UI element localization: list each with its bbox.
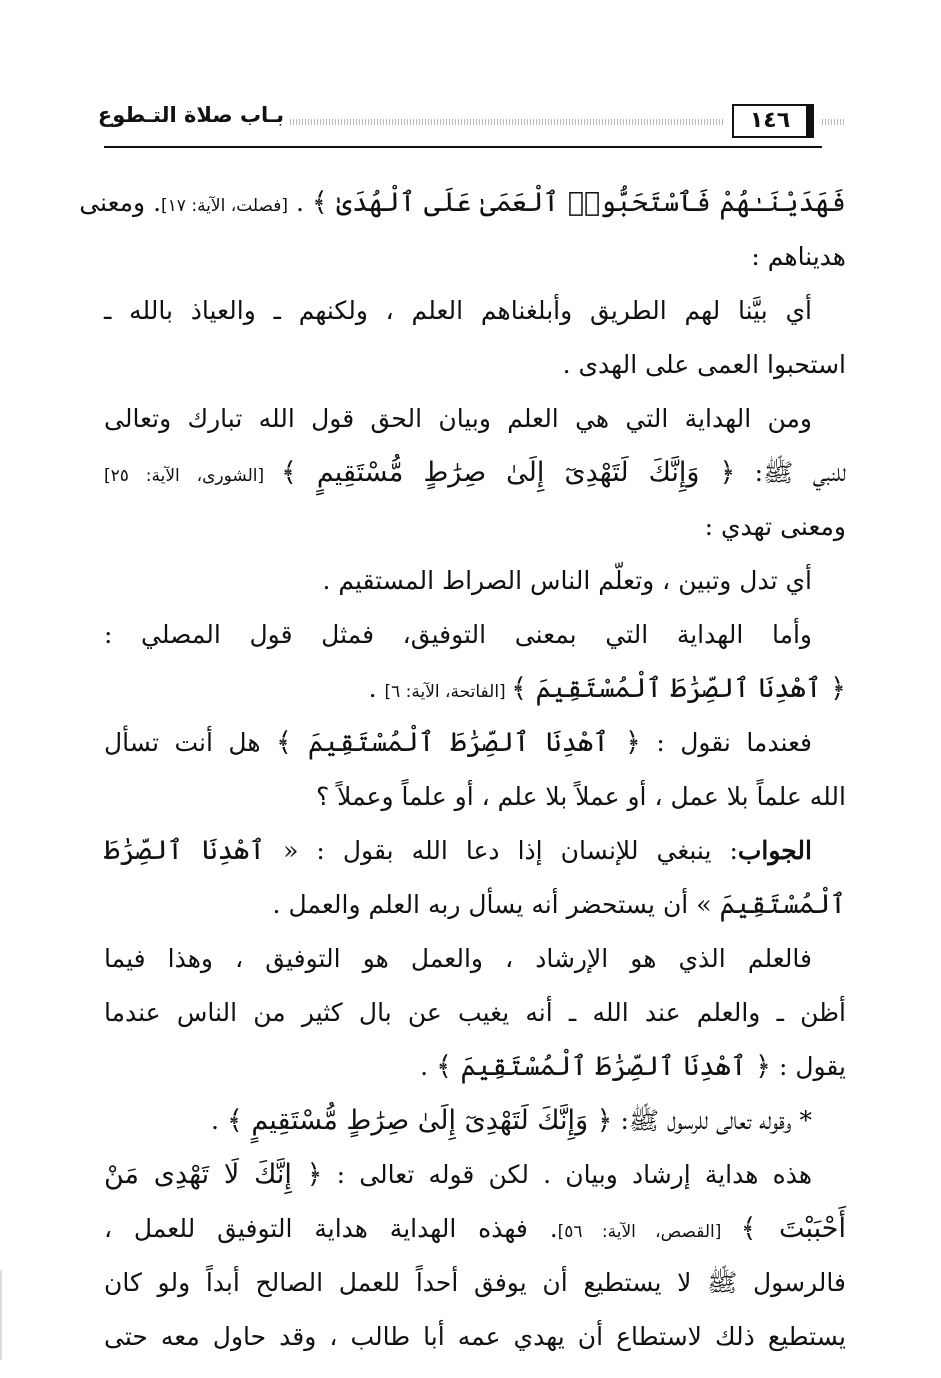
text-line bbox=[104, 500, 846, 554]
text-segment: فعندما نقول : bbox=[640, 728, 813, 757]
text-line bbox=[104, 716, 846, 770]
verse-reference: [القصص، الآية: ٥٦] bbox=[557, 1222, 741, 1242]
text-segment: . bbox=[420, 1052, 437, 1081]
quran-verse: ﴿ وَإِنَّكَ لَتَهْدِىٓ إِلَىٰ صِرَٰطٍ مُّسْتَقِيمٍ ﴾ bbox=[280, 457, 736, 488]
text-line bbox=[104, 1040, 846, 1094]
chapter-title: بـاب صلاة التـطوع bbox=[97, 103, 284, 127]
text-segment: هديناهم : bbox=[751, 242, 846, 271]
text-line bbox=[104, 446, 846, 500]
text-segment: » أن يستحضر أنه يسأل ربه العلم والعمل . bbox=[272, 890, 720, 919]
text-segment: هذه هداية إرشاد وبيان . لكن قوله تعالى : bbox=[322, 1160, 813, 1189]
text-line bbox=[104, 1148, 846, 1202]
text-line bbox=[104, 608, 846, 662]
quran-verse: ﴿ ٱهْدِنَا ٱلصِّرَٰطَ ٱلْمُسْتَقِيمَ ﴾ bbox=[511, 673, 846, 704]
text-segment: . bbox=[211, 1106, 227, 1135]
page-number: ١٤٦ bbox=[732, 104, 814, 138]
text-segment: ومعنى تهدي : bbox=[704, 512, 846, 541]
quran-verse: ٱلْمُسْتَقِيمَ bbox=[719, 889, 846, 920]
text-segment: وأما الهداية التي بمعنى التوفيق، فمثل قول المصلي : bbox=[104, 620, 812, 649]
quran-verse: ٱهْدِنَا ٱلصِّرَٰطَ bbox=[104, 835, 266, 866]
text-segment: فالعلم الذي هو الإرشاد ، والعمل هو التوفيق ، وهذا فيما bbox=[104, 944, 812, 973]
quran-verse: ﴿ ٱهْدِنَا ٱلصِّرَٰطَ ٱلْمُسْتَقِيمَ ﴾ bbox=[436, 1051, 771, 1082]
text-segment: يقول : bbox=[771, 1052, 846, 1081]
text-segment: أي تدل وتبين ، وتعلّم الناس الصراط المستقيم . bbox=[322, 566, 812, 595]
text-segment: . bbox=[368, 674, 385, 703]
text-body bbox=[79, 176, 846, 1364]
text-line bbox=[104, 392, 846, 446]
header-rule bbox=[104, 146, 822, 148]
text-segment: . bbox=[288, 188, 312, 217]
text-segment: أظن ـ والعلم عند الله ـ أنه يغيب عن بال كثير من الناس عندما bbox=[104, 998, 846, 1027]
text-segment: استحبوا العمى على الهدى . bbox=[562, 350, 846, 379]
text-segment: للنبي ﷺ: bbox=[735, 458, 846, 487]
text-line bbox=[104, 878, 846, 932]
text-line bbox=[104, 230, 846, 284]
text-line bbox=[104, 932, 846, 986]
text-line bbox=[104, 770, 846, 824]
text-segment: يستطيع ذلك لاستطاع أن يهدي عمه أبا طالب ، وقد حاول معه حتى bbox=[104, 1322, 846, 1351]
text-segment: الله علماً بلا عمل ، أو عملاً بلا علم ، أو علماً وعملاً ؟ bbox=[315, 782, 846, 811]
header-dotted-band bbox=[290, 119, 725, 125]
quran-verse: ﴿ ٱهْدِنَا ٱلصِّرَٰطَ ٱلْمُسْتَقِيمَ ﴾ bbox=[275, 727, 641, 758]
verse-reference: [الفاتحة، الآية: ٦] bbox=[384, 682, 512, 702]
text-line bbox=[104, 1094, 846, 1148]
text-segment: هل أنت تسأل bbox=[104, 728, 276, 757]
quran-verse: فَهَدَيْنَـٰهُمْ فَٱسْتَحَبُّوا۟ ٱلْعَمَىٰ عَلَى ٱلْهُدَىٰ ﴾ bbox=[311, 187, 846, 218]
text-segment: : ينبغي للإنسان إذا دعا الله بقول : « bbox=[265, 836, 738, 865]
text-segment: . ومعنى bbox=[79, 188, 162, 217]
text-line bbox=[104, 824, 846, 878]
text-segment: فالرسول ﷺ لا يستطيع أن يوفق أحداً للعمل الصالح أبداً ولو كان bbox=[104, 1268, 846, 1297]
text-segment: . فهذه الهداية هداية التوفيق للعمل ، bbox=[104, 1214, 558, 1243]
quran-verse: أَحْبَبْتَ ﴾ bbox=[740, 1213, 846, 1244]
text-line bbox=[104, 338, 846, 392]
text-line bbox=[104, 284, 846, 338]
scan-edge-mark bbox=[0, 1270, 2, 1360]
text-line bbox=[104, 1202, 846, 1256]
text-line bbox=[104, 986, 846, 1040]
header-dotted-band-right bbox=[822, 119, 846, 125]
bold-label: الجواب bbox=[737, 836, 812, 865]
text-segment: أي بيَّنا لهم الطريق وأبلغناهم العلم ، ولكنهم ـ والعياذ بالله ـ bbox=[104, 296, 812, 325]
quran-verse: ﴿ إِنَّكَ لَا تَهْدِى مَنْ bbox=[104, 1159, 323, 1190]
text-line bbox=[104, 662, 846, 716]
text-segment: * وقوله تعالى للرسول ﷺ: bbox=[612, 1106, 812, 1135]
text-segment: ومن الهداية التي هي العلم وبيان الحق قول الله تبارك وتعالى bbox=[104, 404, 812, 433]
verse-reference: [فصلت، الآية: ١٧] bbox=[161, 196, 289, 216]
text-line bbox=[104, 554, 846, 608]
verse-reference: [الشورى، الآية: ٢٥] bbox=[104, 466, 281, 486]
text-line bbox=[104, 1310, 846, 1364]
text-line bbox=[104, 1256, 846, 1310]
quran-verse: ﴿ وَإِنَّكَ لَتَهْدِىٓ إِلَىٰ صِرَٰطٍ مُّسْتَقِيمٍ ﴾ bbox=[226, 1105, 613, 1136]
text-line bbox=[79, 176, 846, 230]
